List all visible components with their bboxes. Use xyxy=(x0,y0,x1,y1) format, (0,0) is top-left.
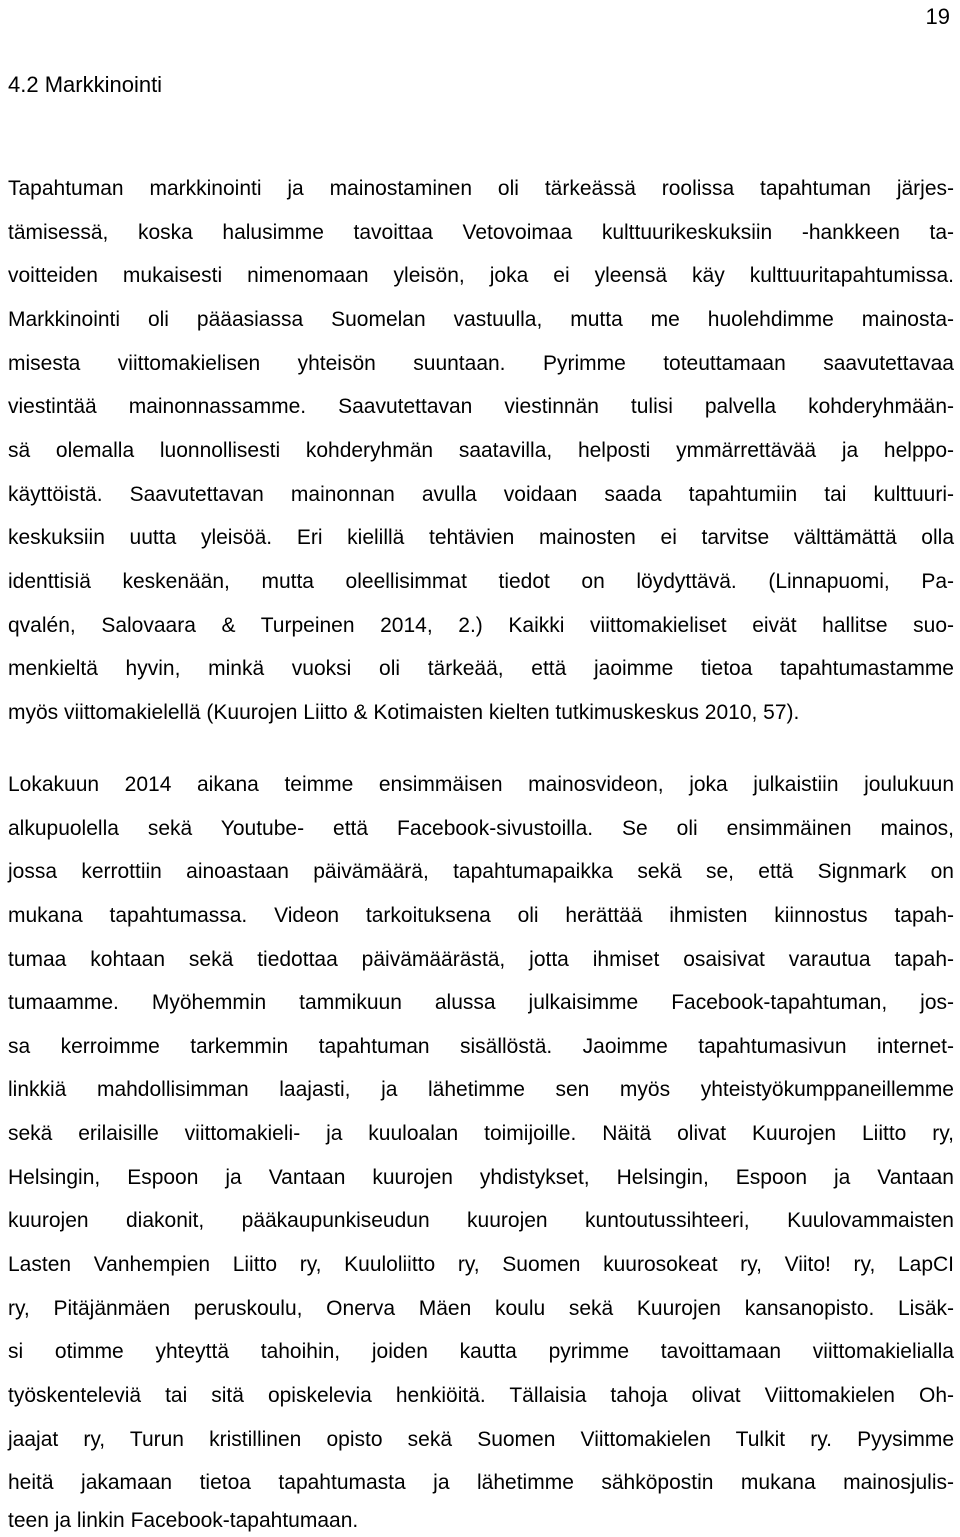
section-heading: 4.2 Markkinointi xyxy=(8,72,163,97)
paragraph-line: kuurojen diakonit, pääkaupunkiseudun kuurojen kuntoutussihteeri, Kuulovammaisten xyxy=(8,1209,954,1232)
paragraph-line: sa kerroimme tarkemmin tapahtuman sisällöstä. Jaoimme tapahtumasivun internet- xyxy=(8,1035,954,1058)
paragraph-line: alkupuolella sekä Youtube- että Facebook-sivustoilla. Se oli ensimmäinen mainos, xyxy=(8,817,954,840)
paragraph-line: voitteiden mukaisesti nimenomaan yleisön, joka ei yleensä käy kulttuuritapahtumissa. xyxy=(8,264,954,287)
paragraph-line: sekä erilaisille viittomakieli- ja kuuloalan toimijoille. Näitä olivat Kuurojen Liitto ry, xyxy=(8,1122,954,1145)
paragraph-line: menkieltä hyvin, minkä vuoksi oli tärkeää, että jaoimme tietoa tapahtumastamme xyxy=(8,657,954,680)
paragraph-line: Lokakuun 2014 aikana teimme ensimmäisen mainosvideon, joka julkaistiin joulukuun xyxy=(8,773,954,796)
page-number: 19 xyxy=(925,4,950,29)
paragraph-line: linkkiä mahdollisimman laajasti, ja lähetimme sen myös yhteistyökumppaneillemme xyxy=(8,1078,954,1101)
paragraph-line: qvalén, Salovaara & Turpeinen 2014, 2.) Kaikki viittomakieliset eivät hallitse suo- xyxy=(8,614,954,637)
paragraph-line: si otimme yhteyttä tahoihin, joiden kautta pyrimme tavoittamaan viittomakielialla xyxy=(8,1340,954,1363)
paragraph-line: Markkinointi oli pääasiassa Suomelan vastuulla, mutta me huolehdimme mainosta- xyxy=(8,308,954,331)
paragraph-line: mukana tapahtumassa. Videon tarkoituksena oli herättää ihmisten kiinnostus tapah- xyxy=(8,904,954,927)
paragraph-line: keskuksiin uutta yleisöä. Eri kielillä tehtävien mainosten ei tarvitse välttämättä olla xyxy=(8,526,954,549)
paragraph-line: tumaamme. Myöhemmin tammikuun alussa julkaisimme Facebook-tapahtuman, jos- xyxy=(8,991,954,1014)
paragraph-line: misesta viittomakielisen yhteisön suuntaan. Pyrimme toteuttamaan saavutettavaa xyxy=(8,352,954,375)
paragraph-line: sä olemalla luonnollisesti kohderyhmän saatavilla, helposti ymmärrettävää ja helppo- xyxy=(8,439,954,462)
paragraph-line: myös viittomakielellä (Kuurojen Liitto & Kotimaisten kielten tutkimuskeskus 2010, 57). xyxy=(8,701,800,724)
paragraph-line: työskenteleviä tai sitä opiskelevia henkiöitä. Tällaisia tahoja olivat Viittomakielen Oh- xyxy=(8,1384,954,1407)
paragraph-line: viestintää mainonnassamme. Saavutettavan viestinnän tulisi palvella kohderyhmään- xyxy=(8,395,954,418)
paragraph-line: Lasten Vanhempien Liitto ry, Kuuloliitto ry, Suomen kuurosokeat ry, Viito! ry, LapCI xyxy=(8,1253,954,1276)
paragraph-line: käyttöistä. Saavutettavan mainonnan avulla voidaan saada tapahtumiin tai kulttuuri- xyxy=(8,483,954,506)
paragraph-line: Helsingin, Espoon ja Vantaan kuurojen yhdistykset, Helsingin, Espoon ja Vantaan xyxy=(8,1166,954,1189)
paragraph-line: tämisessä, koska halusimme tavoittaa Vetovoimaa kulttuurikeskuksiin -hankkeen ta- xyxy=(8,221,954,244)
paragraph-line: jaajat ry, Turun kristillinen opisto sekä Suomen Viittomakielen Tulkit ry. Pyysimme xyxy=(8,1428,954,1451)
paragraph-line: ry, Pitäjänmäen peruskoulu, Onerva Mäen koulu sekä Kuurojen kansanopisto. Lisäk- xyxy=(8,1297,954,1320)
paragraph-line: tumaa kohtaan sekä tiedottaa päivämäärästä, jotta ihmiset osaisivat varautua tapah- xyxy=(8,948,954,971)
paragraph-line: identtisiä keskenään, mutta oleellisimmat tiedot on löydyttävä. (Linnapuomi, Pa- xyxy=(8,570,954,593)
paragraph-line: teen ja linkin Facebook-tapahtumaan. xyxy=(8,1509,359,1532)
paragraph-line: Tapahtuman markkinointi ja mainostaminen oli tärkeässä roolissa tapahtuman järjes- xyxy=(8,177,954,200)
paragraph-line: heitä jakamaan tietoa tapahtumasta ja lähetimme sähköpostin mukana mainosjulis- xyxy=(8,1471,954,1494)
paragraph-line: jossa kerrottiin ainoastaan päivämäärä, tapahtumapaikka sekä se, että Signmark on xyxy=(8,860,954,883)
